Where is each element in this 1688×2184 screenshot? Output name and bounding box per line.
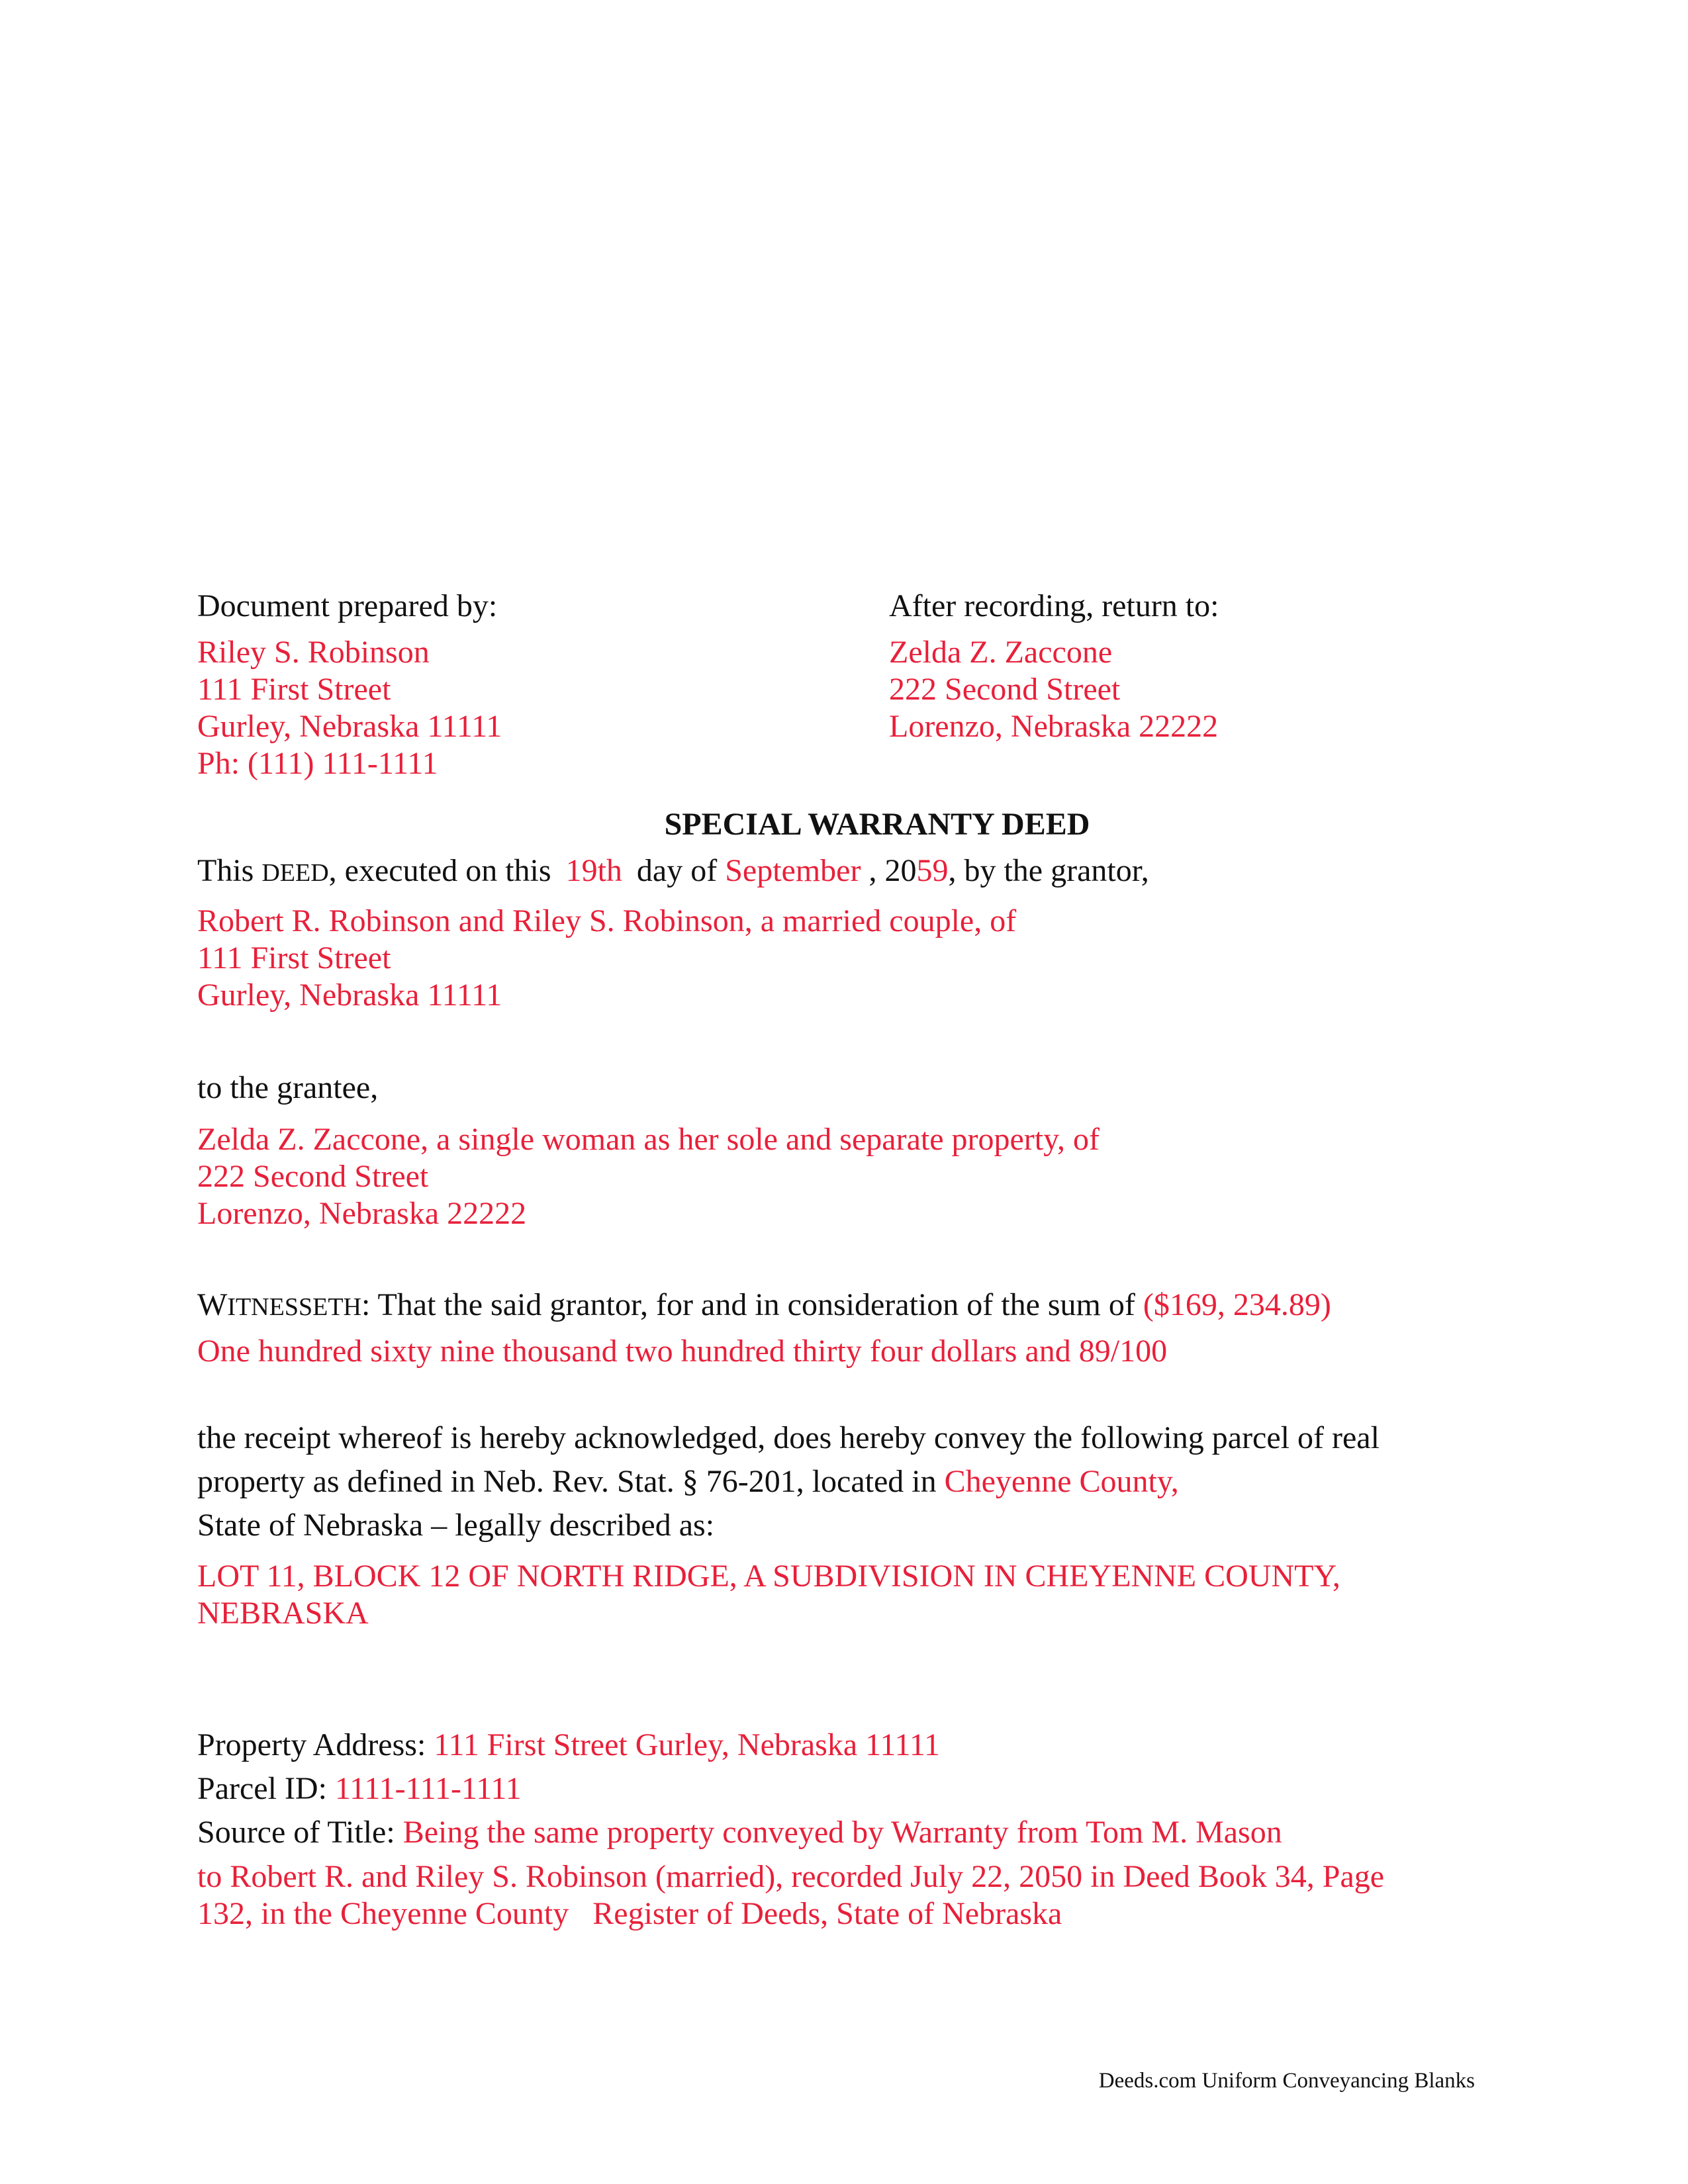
return-street: 222 Second Street	[889, 672, 1121, 707]
amount-words-text: One hundred sixty nine thousand two hundred thirty four dollars and 89/100	[197, 1334, 1168, 1369]
grantor-street: 111 First Street	[197, 940, 391, 976]
grantor-line1: Robert R. Robinson and Riley S. Robinson, a married couple, of	[197, 903, 1017, 938]
to-grantee-label	[197, 1069, 378, 1107]
conveyance-block	[197, 1416, 1380, 1547]
return-city: Lorenzo, Nebraska 22222	[889, 709, 1219, 744]
source-title-line1: Being the same property conveyed by Warranty from Tom M. Mason	[402, 1815, 1282, 1850]
grantee-line1: Zelda Z. Zaccone, a single woman as her sole and separate property, of	[197, 1122, 1100, 1157]
exec-day: 19th	[565, 853, 622, 888]
parcel-id-row	[197, 1767, 1282, 1811]
exec-deed-word: DEED	[261, 859, 329, 887]
exec-month: September	[725, 853, 861, 888]
exec-day-of: day of	[628, 853, 726, 888]
parcel-id-label: Parcel ID:	[197, 1771, 335, 1806]
deed-title	[0, 806, 1688, 843]
conveyance-line1: the receipt whereof is hereby acknowledged, does hereby convey the following parcel of real	[197, 1420, 1380, 1455]
prepared-by-block	[197, 588, 502, 782]
parcel-id-value: 1111-111-1111	[334, 1771, 522, 1806]
exec-year-suffix: 59	[916, 853, 949, 888]
execution-line	[197, 852, 1149, 891]
property-details	[197, 1723, 1282, 1854]
preparer-phone: Ph: (111) 111-1111	[197, 746, 438, 781]
conveyance-line2	[197, 1460, 1380, 1504]
grantee-city: Lorenzo, Nebraska 22222	[197, 1196, 527, 1231]
conveyance-line3: State of Nebraska – legally described as:	[197, 1508, 715, 1543]
exec-year-prefix: , 20	[861, 853, 917, 888]
footer-text: Deeds.com Uniform Conveyancing Blanks	[1098, 2069, 1475, 2093]
exec-text: , executed on this	[328, 853, 559, 888]
witnesseth-text: : That the said grantor, for and in consideration of the sum of	[361, 1287, 1143, 1322]
to-grantee-text: to the grantee,	[197, 1070, 379, 1105]
exec-by-grantor: , by the grantor,	[948, 853, 1149, 888]
amount-words	[197, 1333, 1167, 1370]
grantee-block	[197, 1121, 1100, 1232]
property-address-label: Property Address:	[197, 1727, 434, 1762]
property-address-value: 111 First Street Gurley, Nebraska 11111	[434, 1727, 941, 1762]
grantor-block	[197, 903, 1016, 1014]
preparer-name: Riley S. Robinson	[197, 635, 430, 670]
witnesseth-first-letter: W	[197, 1287, 228, 1322]
return-to-block	[889, 588, 1219, 745]
consideration-amount: ($169, 234.89)	[1143, 1287, 1331, 1322]
preparer-street: 111 First Street	[197, 672, 391, 707]
exec-this: This	[197, 853, 262, 888]
witnesseth-line	[197, 1287, 1331, 1326]
preparer-city: Gurley, Nebraska 11111	[197, 709, 502, 744]
county-name: Cheyenne County,	[944, 1464, 1179, 1499]
return-to-label: After recording, return to:	[889, 588, 1219, 623]
page-footer	[1099, 2068, 1475, 2094]
source-title-continued	[197, 1858, 1384, 1933]
prepared-by-label: Document prepared by:	[197, 588, 498, 623]
grantee-street: 222 Second Street	[197, 1159, 429, 1194]
legal-line1: LOT 11, BLOCK 12 OF NORTH RIDGE, A SUBDIVISION IN CHEYENNE COUNTY,	[197, 1559, 1340, 1594]
property-address-row	[197, 1723, 1282, 1767]
source-title-line3: 132, in the Cheyenne County Register of Deeds, State of Nebraska	[197, 1896, 1062, 1931]
title-text: SPECIAL WARRANTY DEED	[664, 807, 1090, 842]
source-title-row	[197, 1811, 1282, 1854]
source-title-label: Source of Title:	[197, 1815, 403, 1850]
grantor-city: Gurley, Nebraska 11111	[197, 978, 502, 1013]
witnesseth-rest: ITNESSETH	[227, 1293, 361, 1321]
return-name: Zelda Z. Zaccone	[889, 635, 1113, 670]
legal-line2: NEBRASKA	[197, 1596, 369, 1631]
conveyance-line2-prefix: property as defined in Neb. Rev. Stat. § 76-201, located in	[197, 1464, 945, 1499]
legal-description	[197, 1558, 1340, 1632]
source-title-line2: to Robert R. and Riley S. Robinson (married), recorded July 22, 2050 in Deed Book 34, Page	[197, 1859, 1385, 1894]
